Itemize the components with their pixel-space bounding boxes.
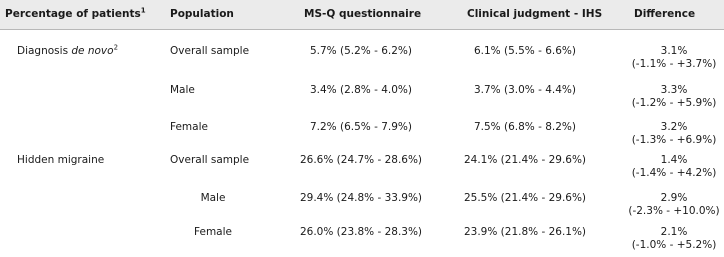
header-population: Population — [170, 8, 234, 20]
group-label-hidden-migraine: Hidden migraine — [17, 154, 105, 166]
difference-cell — [632, 121, 717, 147]
population-cell: Female — [170, 121, 208, 133]
difference-ci: (-1.1% - +3.7%) — [631, 58, 717, 70]
population-cell: Female — [194, 226, 232, 238]
difference-ci: (-1.2% - +5.9%) — [631, 97, 717, 109]
clinical-cell: 25.5% (21.4% - 29.6%) — [463, 192, 587, 204]
difference-ci: (-2.3% - +10.0%) — [628, 205, 720, 217]
msq-cell: 7.2% (6.5% - 7.9%) — [309, 121, 413, 133]
difference-ci: (-1.0% - +5.2%) — [631, 239, 717, 251]
header-divider — [0, 29, 724, 30]
difference-ci: (-1.3% - +6.9%) — [631, 134, 717, 146]
difference-value: 2.1% — [660, 226, 688, 238]
msq-cell: 26.0% (23.8% - 28.3%) — [299, 226, 423, 238]
table-header-row — [0, 0, 724, 29]
difference-value: 2.9% — [660, 192, 688, 204]
header-clinical-judgment: Clinical judgment - IHS — [467, 8, 603, 20]
difference-cell — [632, 154, 717, 180]
msq-cell: 29.4% (24.8% - 33.9%) — [299, 192, 423, 204]
population-cell: Overall sample — [170, 154, 250, 166]
population-cell: Male — [200, 192, 226, 204]
difference-value: 3.3% — [660, 84, 688, 96]
clinical-cell: 3.7% (3.0% - 4.4%) — [473, 84, 577, 96]
clinical-cell: 24.1% (21.4% - 29.6%) — [463, 154, 587, 166]
population-cell: Overall sample — [170, 45, 250, 57]
difference-cell — [632, 84, 717, 110]
msq-cell: 26.6% (24.7% - 28.6%) — [299, 154, 423, 166]
header-msq-questionnaire: MS-Q questionnaire — [304, 8, 422, 20]
msq-cell: 5.7% (5.2% - 6.2%) — [309, 45, 413, 57]
clinical-cell: 7.5% (6.8% - 8.2%) — [473, 121, 577, 133]
difference-value: 1.4% — [660, 154, 688, 166]
msq-cell: 3.4% (2.8% - 4.0%) — [309, 84, 413, 96]
header-percentage-of-patients: Percentage of patients$^1$ — [5, 6, 146, 20]
clinical-cell: 23.9% (21.8% - 26.1%) — [463, 226, 587, 238]
header-difference: Difference — [634, 8, 696, 20]
population-cell: Male — [170, 84, 195, 96]
difference-cell — [628, 192, 719, 218]
difference-cell — [632, 45, 717, 71]
clinical-cell: 6.1% (5.5% - 6.6%) — [473, 45, 577, 57]
difference-ci: (-1.4% - +4.2%) — [631, 167, 717, 179]
difference-value: 3.1% — [660, 45, 688, 57]
group-label-diagnosis-de-novo: Diagnosis de novo$^2$ — [17, 43, 119, 57]
difference-value: 3.2% — [660, 121, 688, 133]
difference-cell — [632, 226, 717, 252]
